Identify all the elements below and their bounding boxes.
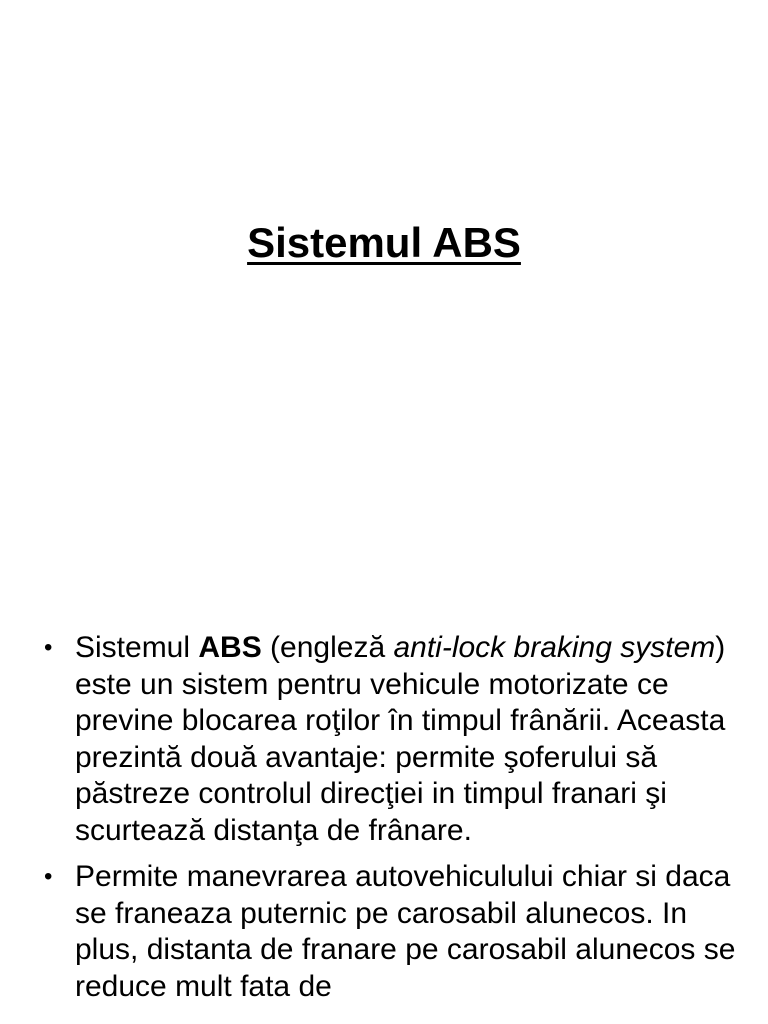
bullet-italic-text: anti-lock braking system [393, 631, 716, 664]
bullet-item [0, 859, 768, 1005]
bullet-text-part: ) este un sistem pentru vehicule motorizate ce previne blocarea roţilor în timpul frânării. Aceasta prezintă două avantaje: permite şoferului să păstreze controlul direcţiei in timpul franari şi scurtează distanţa de frânare. [75, 631, 726, 847]
bullet-bold-text: ABS [198, 631, 262, 664]
bullet-text-part: Sistemul [75, 631, 199, 664]
bullet-list [0, 630, 768, 1015]
bullet-dot-icon: • [44, 634, 53, 661]
bullet-text-part: (engleză [261, 631, 394, 664]
bullet-text: Permite manevrarea autovehiculului chiar si daca se franeaza puternic pe carosabil alunecos. In plus, distanta de franare pe carosabil alunecos se reduce mult fata de [75, 860, 736, 1003]
slide-title: Sistemul ABS [247, 219, 521, 266]
bullet-item [0, 630, 768, 849]
bullet-text [75, 631, 725, 847]
bullet-dot-icon: • [44, 863, 53, 890]
